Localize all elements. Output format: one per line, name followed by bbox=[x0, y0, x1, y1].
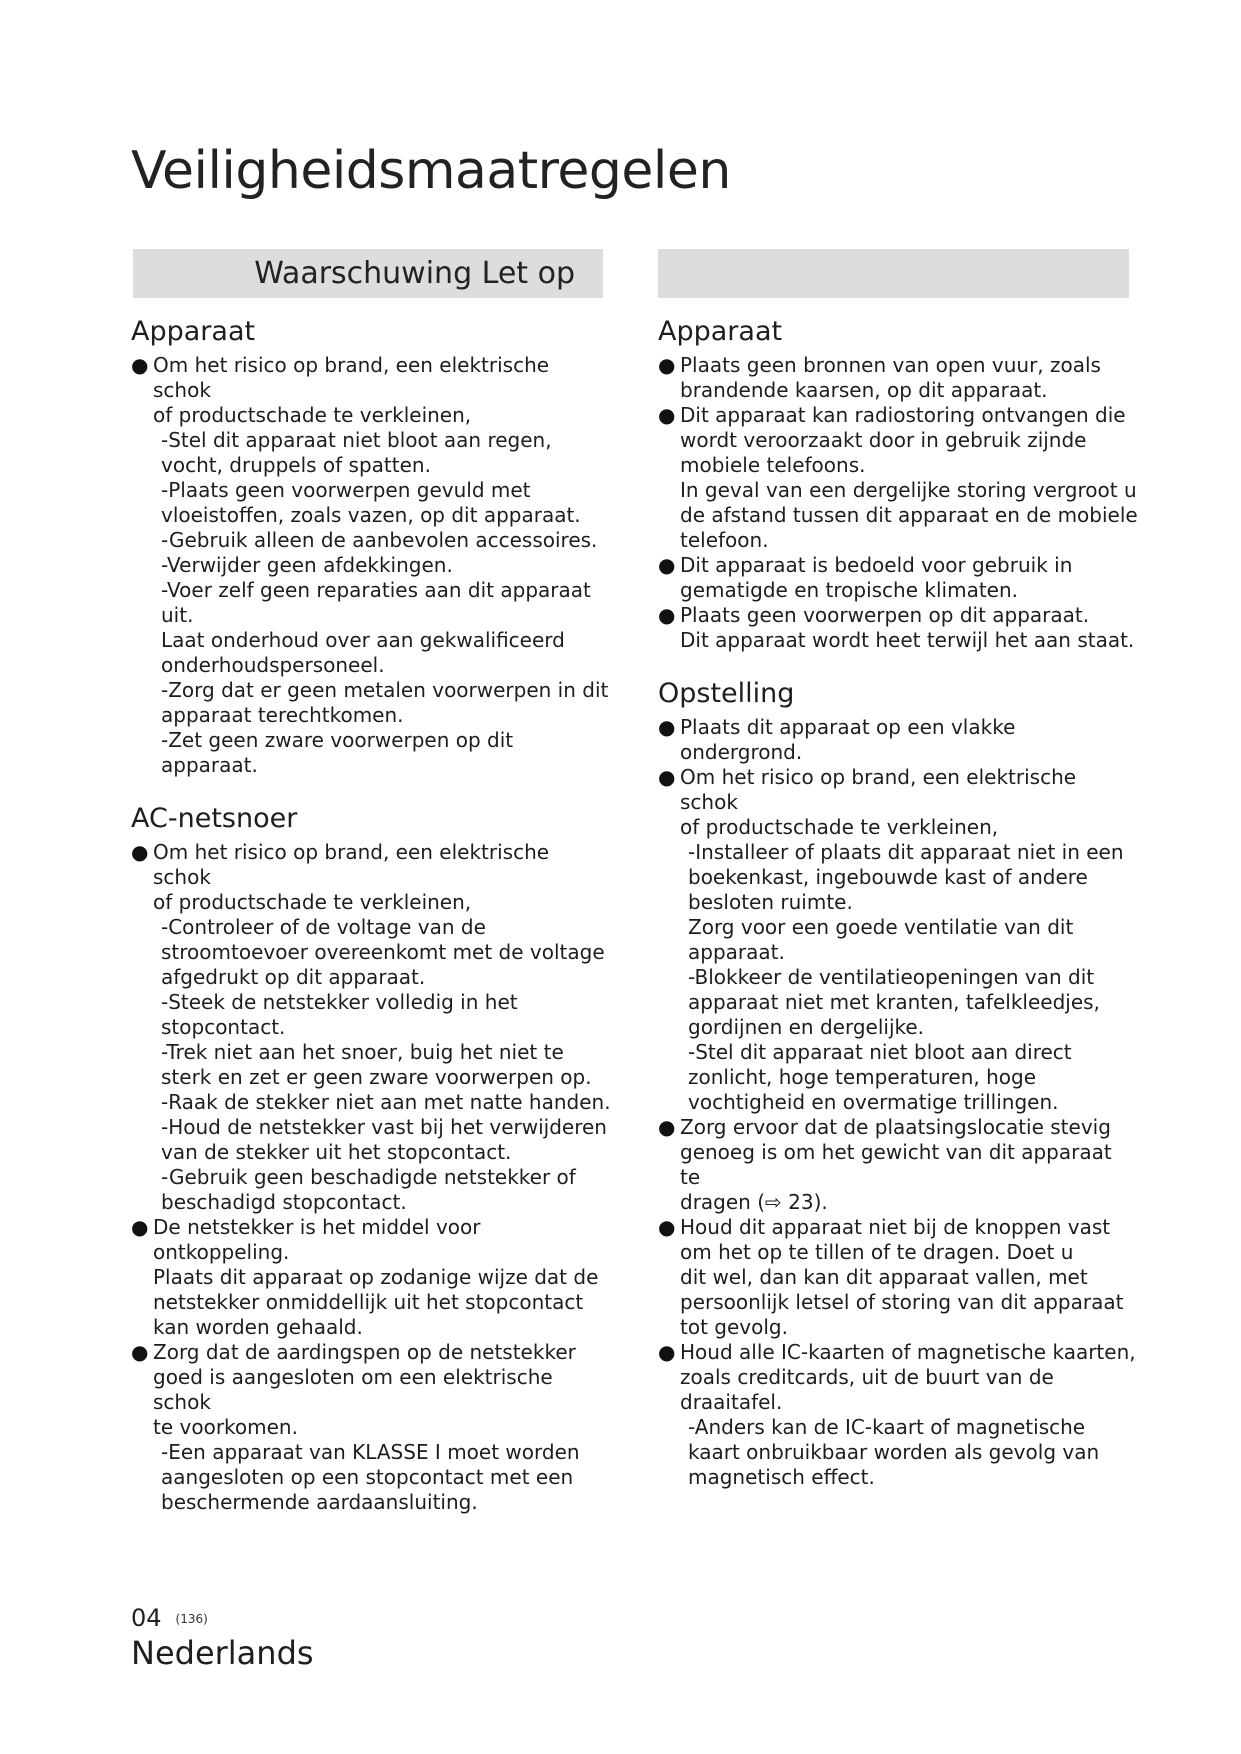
bullet-icon: ● bbox=[131, 1215, 149, 1239]
text-line: stopcontact. bbox=[161, 1015, 286, 1039]
text-line: wordt veroorzaakt door in gebruik zijnde bbox=[680, 428, 1087, 452]
text-line: telefoon. bbox=[680, 528, 769, 552]
list-item bbox=[658, 715, 1138, 765]
list-item bbox=[658, 403, 1138, 553]
text-line: Dit apparaat kan radiostoring ontvangen die bbox=[680, 403, 1126, 427]
page-reference: (136) bbox=[175, 1612, 208, 1626]
text-line: Plaats dit apparaat op zodanige wijze dat de bbox=[153, 1265, 599, 1289]
text-line: dit wel, dan kan dit apparaat vallen, met bbox=[680, 1265, 1088, 1289]
list-item bbox=[658, 353, 1138, 403]
bullet-icon: ● bbox=[658, 1215, 676, 1239]
right-column bbox=[658, 313, 1138, 1512]
text-line: apparaat niet met kranten, tafelkleedjes, bbox=[688, 990, 1100, 1014]
text-line: In geval van een dergelijke storing vergroot u bbox=[680, 478, 1137, 502]
bullet-icon: ● bbox=[658, 603, 676, 627]
text-line: beschadigd stopcontact. bbox=[161, 1190, 407, 1214]
text-line: apparaat. bbox=[688, 940, 785, 964]
text-line: -Voer zelf geen reparaties aan dit apparaat bbox=[161, 578, 591, 602]
right-column-banner bbox=[658, 249, 1129, 298]
text-line: Houd dit apparaat niet bij de knoppen vast bbox=[680, 1215, 1111, 1239]
bullet-icon: ● bbox=[658, 1340, 676, 1364]
list-item bbox=[131, 353, 611, 778]
section bbox=[658, 313, 1138, 653]
text-line: gordijnen en dergelijke. bbox=[688, 1015, 925, 1039]
text-line: boekenkast, ingebouwde kast of andere bbox=[688, 865, 1088, 889]
text-line: uit. bbox=[161, 603, 194, 627]
bullet-icon: ● bbox=[131, 840, 149, 864]
section bbox=[131, 800, 611, 1515]
text-line: onderhoudspersoneel. bbox=[161, 653, 385, 677]
bullet-list bbox=[658, 715, 1138, 1490]
bullet-icon: ● bbox=[658, 765, 676, 789]
text-line: Om het risico op brand, een elektrische schok bbox=[680, 765, 1077, 814]
text-line: van de stekker uit het stopcontact. bbox=[161, 1140, 512, 1164]
text-line: Zorg dat de aardingspen op de netstekker bbox=[153, 1340, 576, 1364]
text-line: Zorg ervoor dat de plaatsingslocatie stevig bbox=[680, 1115, 1111, 1139]
text-line: Zorg voor een goede ventilatie van dit bbox=[688, 915, 1074, 939]
text-line: stroomtoevoer overeenkomt met de voltage bbox=[161, 940, 605, 964]
list-item bbox=[658, 765, 1138, 1115]
text-line: de afstand tussen dit apparaat en de mobiele bbox=[680, 503, 1138, 527]
list-item bbox=[131, 1340, 611, 1515]
text-line: Plaats dit apparaat op een vlakke bbox=[680, 715, 1016, 739]
text-line: ontkoppeling. bbox=[153, 1240, 290, 1264]
text-line: magnetisch effect. bbox=[688, 1465, 875, 1489]
text-line: -Zorg dat er geen metalen voorwerpen in dit bbox=[161, 678, 609, 702]
text-line: of productschade te verkleinen, bbox=[153, 890, 472, 914]
text-line: Plaats geen bronnen van open vuur, zoals bbox=[680, 353, 1101, 377]
warning-caution-banner bbox=[133, 249, 603, 298]
text-line: -Blokkeer de ventilatieopeningen van dit bbox=[688, 965, 1095, 989]
text-line: -Verwijder geen afdekkingen. bbox=[161, 553, 453, 577]
text-line: ondergrond. bbox=[680, 740, 803, 764]
left-column bbox=[131, 313, 611, 1537]
text-line: beschermende aardaansluiting. bbox=[161, 1490, 478, 1514]
bullet-list bbox=[131, 353, 611, 778]
list-item bbox=[658, 603, 1138, 653]
bullet-icon: ● bbox=[658, 353, 676, 377]
section-heading: Apparaat bbox=[658, 316, 783, 347]
text-line: afgedrukt op dit apparaat. bbox=[161, 965, 426, 989]
text-line: om het op te tillen of te dragen. Doet u bbox=[680, 1240, 1074, 1264]
text-line: of productschade te verkleinen, bbox=[680, 815, 999, 839]
text-line: kan worden gehaald. bbox=[153, 1315, 363, 1339]
section-heading: Opstelling bbox=[658, 678, 795, 709]
text-line: aangesloten op een stopcontact met een bbox=[161, 1465, 574, 1489]
text-line: -Trek niet aan het snoer, buig het niet te bbox=[161, 1040, 564, 1064]
text-line: De netstekker is het middel voor bbox=[153, 1215, 481, 1239]
text-line: Plaats geen voorwerpen op dit apparaat. bbox=[680, 603, 1090, 627]
text-line: sterk en zet er geen zware voorwerpen op. bbox=[161, 1065, 592, 1089]
text-line: -Gebruik geen beschadigde netstekker of bbox=[161, 1165, 576, 1189]
text-line: goed is aangesloten om een elektrische schok bbox=[153, 1365, 553, 1414]
text-line: Om het risico op brand, een elektrische schok bbox=[153, 840, 550, 889]
language-label: Nederlands bbox=[131, 1634, 314, 1672]
text-line: -Steek de netstekker volledig in het bbox=[161, 990, 518, 1014]
text-line: Dit apparaat wordt heet terwijl het aan staat. bbox=[680, 628, 1135, 652]
text-line: apparaat terechtkomen. bbox=[161, 703, 404, 727]
page-title: Veiligheidsmaatregelen bbox=[131, 141, 731, 201]
text-line: -Een apparaat van KLASSE I moet worden bbox=[161, 1440, 580, 1464]
text-line: vochtigheid en overmatige trillingen. bbox=[688, 1090, 1059, 1114]
list-item bbox=[658, 553, 1138, 603]
text-line: dragen (⇨ 23). bbox=[680, 1190, 828, 1214]
text-line: apparaat. bbox=[161, 753, 258, 777]
text-line: vloeistoffen, zoals vazen, op dit apparaat. bbox=[161, 503, 581, 527]
text-line: mobiele telefoons. bbox=[680, 453, 866, 477]
list-item bbox=[658, 1340, 1138, 1490]
bullet-list bbox=[131, 840, 611, 1515]
bullet-list bbox=[658, 353, 1138, 653]
text-line: zoals creditcards, uit de buurt van de bbox=[680, 1365, 1054, 1389]
section-heading: AC-netsnoer bbox=[131, 803, 298, 834]
text-line: gematigde en tropische klimaten. bbox=[680, 578, 1019, 602]
section bbox=[658, 675, 1138, 1490]
text-line: Dit apparaat is bedoeld voor gebruik in bbox=[680, 553, 1073, 577]
list-item bbox=[131, 1215, 611, 1340]
list-item bbox=[658, 1115, 1138, 1215]
bullet-icon: ● bbox=[131, 353, 149, 377]
page-number-footer bbox=[131, 1603, 208, 1634]
list-item bbox=[658, 1215, 1138, 1340]
text-line: persoonlijk letsel of storing van dit apparaat bbox=[680, 1290, 1124, 1314]
list-item bbox=[131, 840, 611, 1215]
text-line: -Gebruik alleen de aanbevolen accessoires. bbox=[161, 528, 598, 552]
bullet-icon: ● bbox=[658, 553, 676, 577]
section bbox=[131, 313, 611, 778]
text-line: -Installeer of plaats dit apparaat niet in een bbox=[688, 840, 1124, 864]
text-line: genoeg is om het gewicht van dit apparaat te bbox=[680, 1140, 1112, 1189]
text-line: besloten ruimte. bbox=[688, 890, 853, 914]
text-line: kaart onbruikbaar worden als gevolg van bbox=[688, 1440, 1100, 1464]
text-line: -Stel dit apparaat niet bloot aan direct bbox=[688, 1040, 1072, 1064]
banner-label: Waarschuwing Let op bbox=[254, 256, 575, 291]
bullet-icon: ● bbox=[658, 1115, 676, 1139]
text-line: -Controleer of de voltage van de bbox=[161, 915, 486, 939]
text-line: of productschade te verkleinen, bbox=[153, 403, 472, 427]
text-line: -Stel dit apparaat niet bloot aan regen, bbox=[161, 428, 552, 452]
text-line: Houd alle IC-kaarten of magnetische kaarten, bbox=[680, 1340, 1136, 1364]
text-line: tot gevolg. bbox=[680, 1315, 788, 1339]
text-line: Laat onderhoud over aan gekwalificeerd bbox=[161, 628, 565, 652]
text-line: vocht, druppels of spatten. bbox=[161, 453, 431, 477]
text-line: -Houd de netstekker vast bij het verwijderen bbox=[161, 1115, 607, 1139]
text-line: -Zet geen zware voorwerpen op dit bbox=[161, 728, 514, 752]
text-line: Om het risico op brand, een elektrische schok bbox=[153, 353, 550, 402]
text-line: -Raak de stekker niet aan met natte handen. bbox=[161, 1090, 611, 1114]
bullet-icon: ● bbox=[658, 715, 676, 739]
bullet-icon: ● bbox=[658, 403, 676, 427]
section-heading: Apparaat bbox=[131, 316, 256, 347]
text-line: brandende kaarsen, op dit apparaat. bbox=[680, 378, 1048, 402]
text-line: zonlicht, hoge temperaturen, hoge bbox=[688, 1065, 1037, 1089]
text-line: -Plaats geen voorwerpen gevuld met bbox=[161, 478, 531, 502]
text-line: draaitafel. bbox=[680, 1390, 783, 1414]
page-number: 04 bbox=[131, 1604, 162, 1632]
bullet-icon: ● bbox=[131, 1340, 149, 1364]
text-line: te voorkomen. bbox=[153, 1415, 298, 1439]
text-line: -Anders kan de IC-kaart of magnetische bbox=[688, 1415, 1086, 1439]
text-line: netstekker onmiddellijk uit het stopcontact bbox=[153, 1290, 584, 1314]
